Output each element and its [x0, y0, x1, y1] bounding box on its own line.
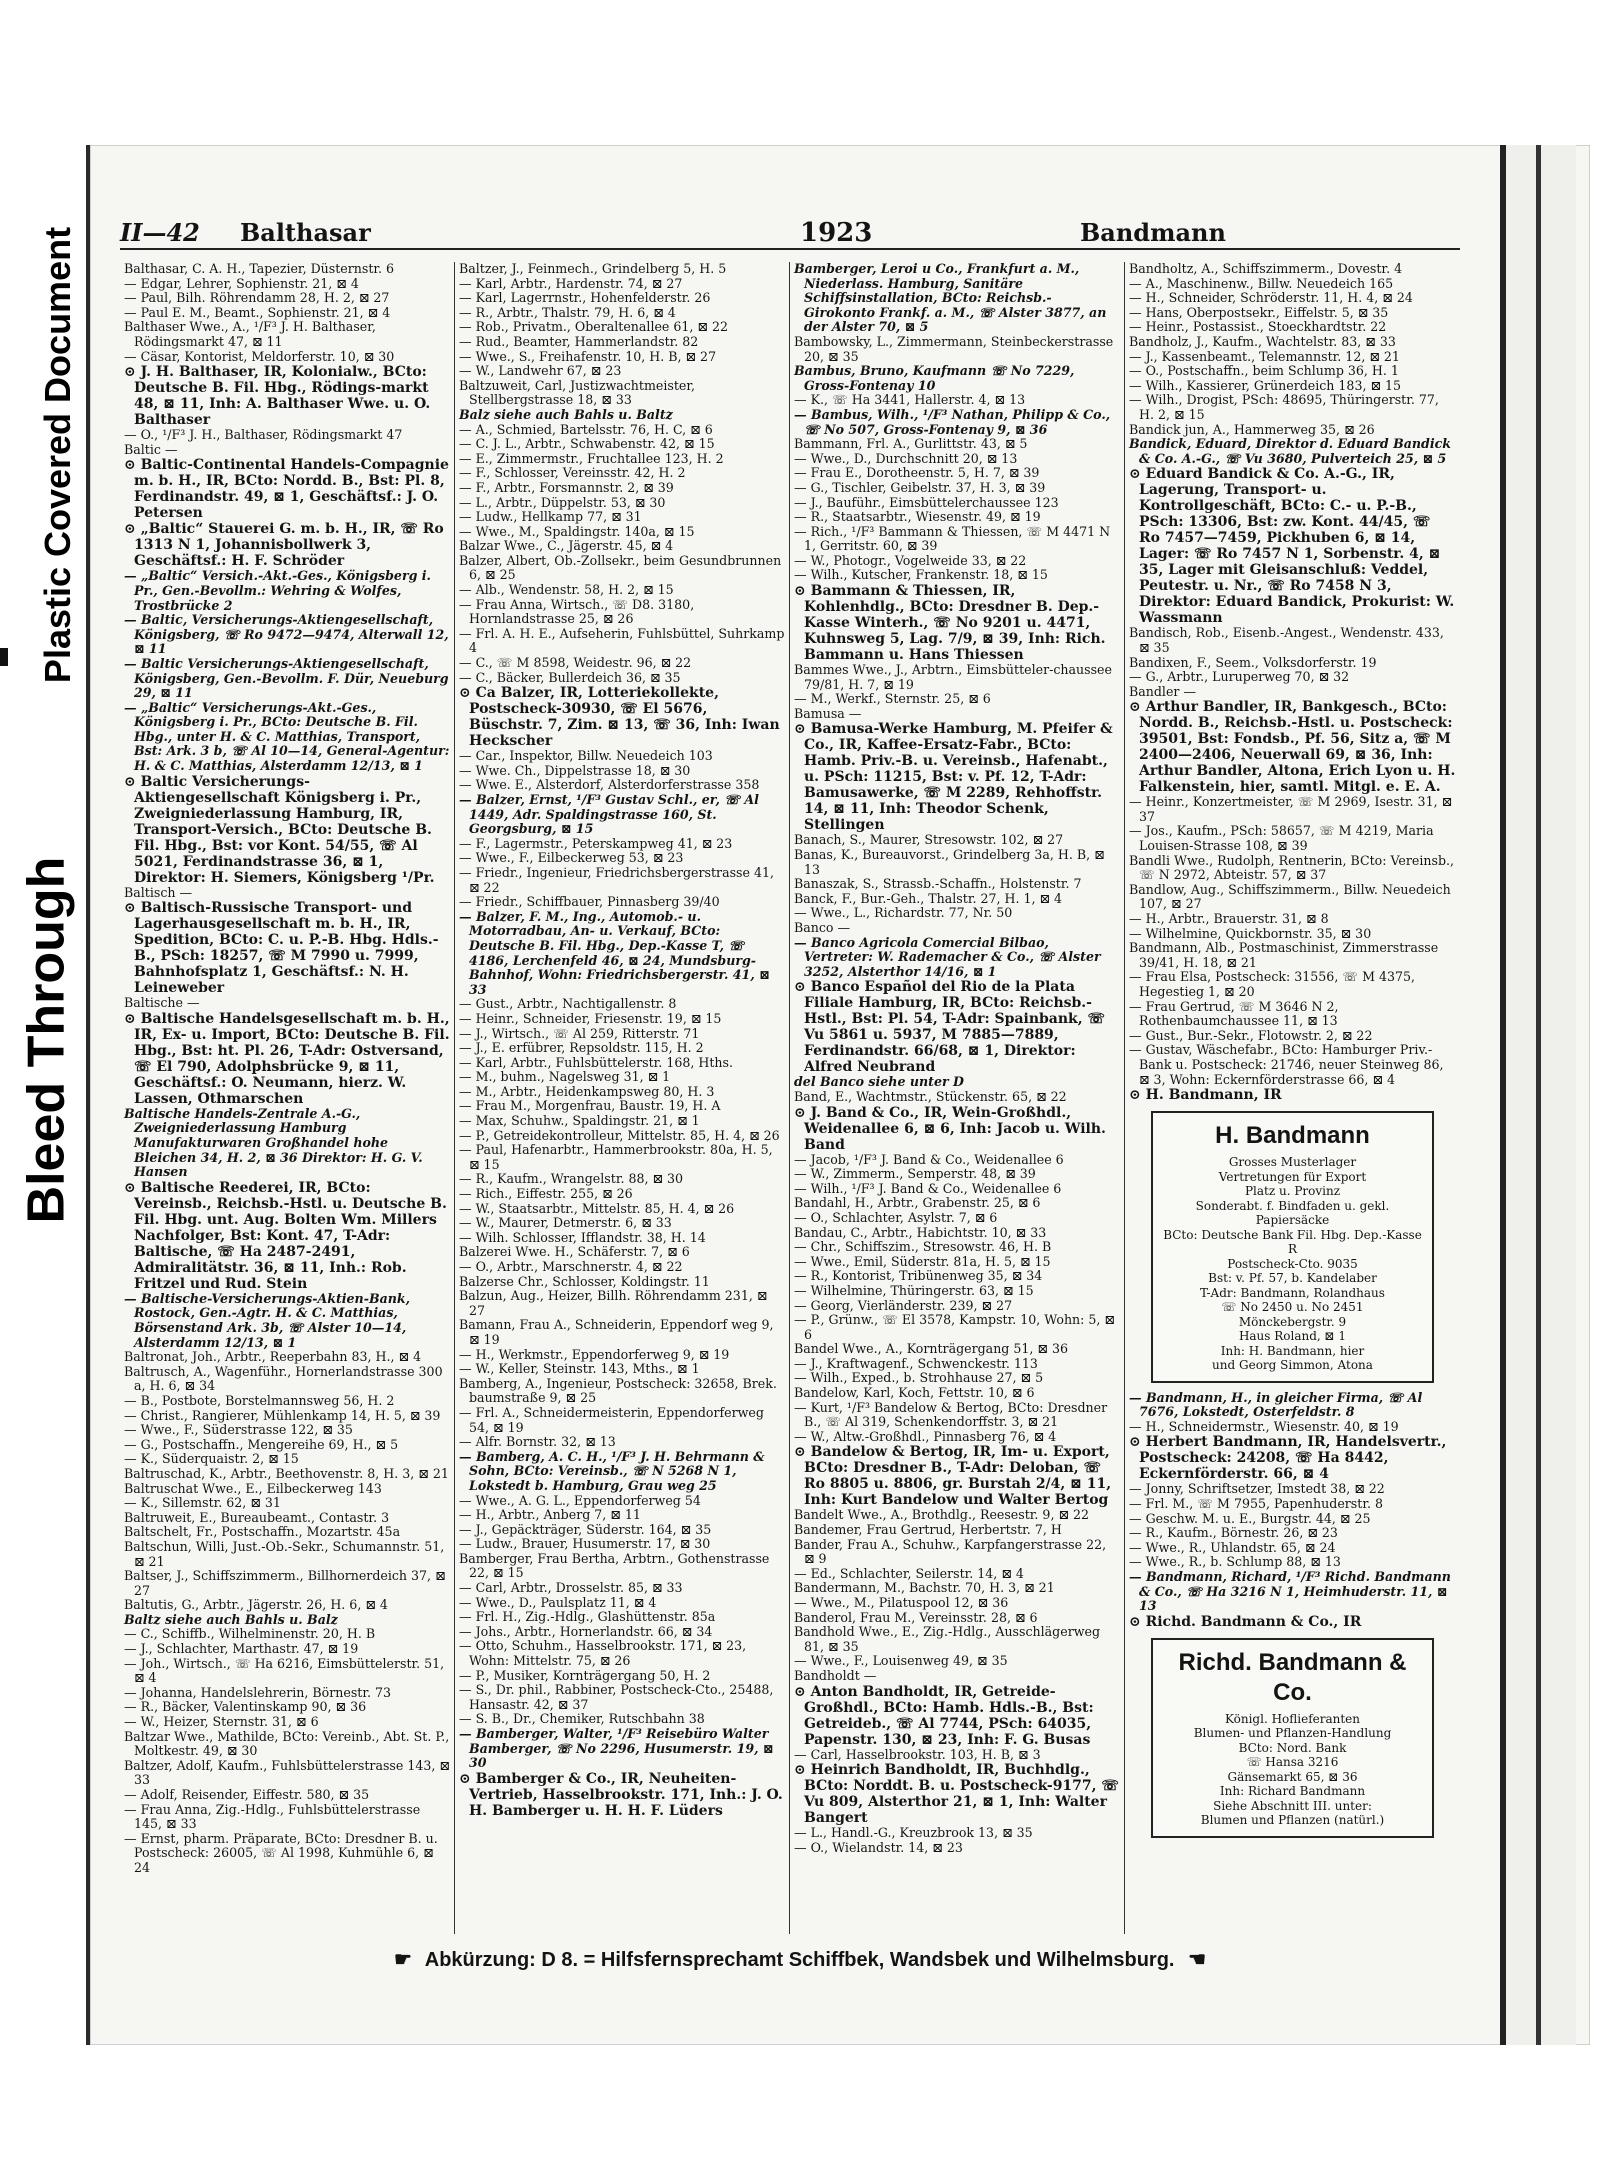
ad-line: Blumen- und Pflanzen-Handlung: [1193, 1726, 1392, 1741]
directory-entry: — Wwe., M., Spaldingstr. 140a, ⊠ 15: [459, 523, 695, 539]
directory-entry: — Frau E., Dorotheenstr. 5, H. 7, ⊠ 39: [794, 465, 1040, 481]
directory-entry: — Baltic, Versicherungs-Aktiengesellschaft, Königsberg, ☏ Ro 9472—9474, Alterwall 12, ⊠ 11: [124, 612, 449, 657]
directory-entry: — Alfr. Bornstr. 32, ⊠ 13: [459, 1434, 616, 1450]
directory-entry: — Wilh., Kutscher, Frankenstr. 18, ⊠ 15: [794, 567, 1048, 583]
directory-entry: — Bamberg, A. C. H., ¹/F³ J. H. Behrmann & Sohn, BCto: Vereinsb., ☏ N 5268 N 1, Lokstedt b. Hamburg, Grau weg 25: [459, 1448, 765, 1493]
directory-entry: — E., Zimmermstr., Fruchtallee 123, H. 2: [459, 450, 724, 466]
directory-entry: ⊙ „Baltic“ Stauerei G. m. b. H., IR, ☏ Ro 1313 N 1, Johannisbollwerk 3, Geschäftsf.: H. F. Schröder: [124, 521, 444, 570]
directory-entry: — W., Landwehr 67, ⊠ 23: [459, 363, 622, 379]
directory-entry: ⊙ J. H. Balthaser, IR, Kolonialw., BCto: Deutsche B. Fil. Hbg., Rödings-markt 48, ⊠ 11, Inh: A. Balthaser Wwe. u. O. Balthaser: [124, 364, 431, 429]
directory-entry: — J., Schlachter, Marthastr. 47, ⊠ 19: [124, 1641, 359, 1657]
directory-entry: ⊙ Banco Español del Rio de la Plata Filiale Hamburg, IR, BCto: Reichsb.-Hstl., Bst: Pl. 54, T-Adr: Spainbank, ☏ Vu 5861 u. 5937, M 7885—7889, Ferdinandstr. 66/68, ⊠ 1, Direktor: Alfred Neubrand: [794, 979, 1106, 1076]
directory-entry: — Carl, Arbtr., Drosselstr. 85, ⊠ 33: [459, 1580, 683, 1596]
directory-entry: ⊙ Bamusa-Werke Hamburg, M. Pfeifer & Co., IR, Kaffee-Ersatz-Fabr., BCto: Hamb. Priv.-B. u. Vereinsb., Hafenabt., u. PSch: 11215, Bst: v. Pf. 12, T-Adr: Bamusawerke, ☏ M 2289, Rehhoffstr. 14, ⊠ 11, Inh: Theodor Schenk, Stellingen: [794, 721, 1113, 834]
spine-mark: [0, 648, 8, 666]
directory-entry: — Gust., Arbtr., Nachtigallenstr. 8: [459, 996, 677, 1012]
directory-entry: — Kurt, ¹/F³ Bandelow & Bertog, BCto: Dresdner B., ☏ Al 319, Schenkendorffstr. 3, ⊠ 21: [794, 1399, 1108, 1430]
header-right-word: Bandmann: [1080, 218, 1226, 247]
directory-entry: — Wwe., F., Louisenweg 49, ⊠ 35: [794, 1653, 1008, 1669]
directory-entry: Baltruweit, E., Bureaubeamt., Contastr. 3: [124, 1509, 390, 1525]
directory-entry: — Heinr., Postassist., Stoeckhardtstr. 22: [1129, 319, 1387, 335]
directory-entry: — Carl, Hasselbrookstr. 103, H. B, ⊠ 3: [794, 1746, 1041, 1762]
pointing-hand-right-icon: ☛: [393, 1949, 412, 1971]
directory-entry: — Johs., Arbtr., Hornerlandstr. 66, ⊠ 34: [459, 1623, 713, 1639]
ad-line: Vertretungen für Export: [1218, 1169, 1367, 1184]
ad-line: ☏ Hansa 3216: [1246, 1755, 1339, 1770]
directory-entry: Bamberg, A., Ingenieur, Postscheck: 32658, Brek. baumstraße 9, ⊠ 25: [459, 1375, 777, 1406]
directory-entry: ⊙ Baltische Handelsgesellschaft m. b. H., IR, Ex- u. Import, BCto: Deutsche B. Fil. Hbg., Bst: ht. Pl. 26, T-Adr: Ostversand, ☏ El 790, Adolphsbrücke 9, ⊠ 11, Geschäftsf.: O. Neumann, hierz. W. Lassen, Othmarschen: [124, 1010, 450, 1107]
directory-entry: — Wwe., Emil, Süderstr. 81a, H. 5, ⊠ 15: [794, 1253, 1051, 1269]
directory-entry: — Car., Inspektor, Billw. Neuedeich 103: [459, 748, 713, 764]
directory-columns: [120, 262, 1460, 1934]
directory-entry: — Wwe., F., Süderstrasse 122, ⊠ 35: [124, 1422, 353, 1438]
directory-entry: — Wilh., Drogist, PSch: 48695, Thüringerstr. 77, H. 2, ⊠ 15: [1129, 392, 1439, 422]
directory-entry: Bandick jun, A., Hammerweg 35, ⊠ 26: [1129, 421, 1375, 437]
directory-entry: — B., Postbote, Borstelmannsweg 56, H. 2: [124, 1392, 395, 1408]
directory-entry: — Paul, Hafenarbtr., Hammerbrookstr. 80a, H. 5, ⊠ 15: [459, 1142, 773, 1172]
column-2: [455, 262, 790, 1934]
directory-entry: Baltrusch, A., Wagenführ., Hornerlandstrasse 300 a, H. 6, ⊠ 34: [124, 1363, 443, 1394]
directory-entry: — M., Werkf., Sternstr. 25, ⊠ 6: [794, 691, 991, 707]
directory-entry: Bandholdt —: [794, 1667, 877, 1683]
ad-title: H. Bandmann: [1215, 1122, 1370, 1150]
directory-entry: Baltz siehe auch Bahls u. Balz: [124, 1611, 338, 1627]
scan-top-margin: [0, 0, 1600, 48]
directory-entry: — J., Wirtsch., ☏ Al 259, Ritterstr. 71: [459, 1025, 700, 1041]
directory-entry: ⊙ Arthur Bandler, IR, Bankgesch., BCto: Nordd. B., Reichsb.-Hstl. u. Postscheck: 39501, Bst: Fondsb., Pf. 56, Sitz a, ☏ M 2400—2406, Neuerwall 69, ⊠ 36, Inh: Arthur Bandler, Altona, Erich Lyon u. H. Falkenstein, hier, samtl. Mitgl. e. E. A.: [1129, 699, 1456, 796]
directory-entry: — Baltic Versicherungs-Aktiengesellschaft, Königsberg, Gen.-Bevollm. F. Dür, Neueburg 29, ⊠ 11: [124, 655, 449, 701]
directory-entry: Banas, K., Bureauvorst., Grindelberg 3a, H. B, ⊠ 13: [794, 847, 1105, 877]
directory-entry: ⊙ Bandelow & Bertog, IR, Im- u. Export, BCto: Dresdner B., T-Adr: Deloban, ☏ Ro 8805 u. 8806, gr. Burstah 2/4, ⊠ 11, Inh: Kurt Bandelow und Walter Bertog: [794, 1444, 1112, 1509]
directory-entry: Bandel Wwe., A., Kornträgergang 51, ⊠ 36: [794, 1341, 1068, 1357]
directory-entry: — Otto, Schuhm., Hasselbrookstr. 171, ⊠ 23, Wohn: Mittelstr. 75, ⊠ 26: [459, 1638, 747, 1669]
directory-entry: Bander, Frau A., Schuhw., Karpfangerstrasse 22, ⊠ 9: [794, 1536, 1107, 1567]
directory-entry: — W., Altw.-Großhdl., Pinnasberg 76, ⊠ 4: [794, 1428, 1057, 1444]
plastic-covered-label: Plastic Covered Document: [37, 226, 79, 684]
directory-entry: ⊙ Richd. Bandmann & Co., IR: [1129, 1613, 1362, 1630]
directory-entry: ⊙ Heinrich Bandholdt, IR, Buchhdlg., BCto: Norddt. B. u. Postscheck-9177, ☏ Vu 809, Alsterthor 21, ⊠ 1, Inh: Walter Bangert: [794, 1762, 1119, 1827]
directory-entry: — Frl. M., ☏ M 7955, Papenhuderstr. 8: [1129, 1496, 1383, 1512]
column-4: [1125, 262, 1460, 1934]
directory-entry: — O., Wielandstr. 14, ⊠ 23: [794, 1839, 963, 1855]
directory-entry: — Christ., Rangierer, Mühlenkamp 14, H. 5, ⊠ 39: [124, 1407, 441, 1423]
directory-entry: — R., Arbtr., Thalstr. 79, H. 6, ⊠ 4: [459, 304, 676, 320]
directory-entry: del Banco siehe unter D: [794, 1074, 964, 1090]
directory-entry: — Karl, Arbtr., Fuhlsbüttelerstr. 168, Hths.: [459, 1054, 733, 1070]
directory-entry: Bandahl, H., Arbtr., Grabenstr. 25, ⊠ 6: [794, 1195, 1041, 1211]
directory-entry: — Karl, Lagerrnstr., Hohenfelderstr. 26: [459, 290, 711, 306]
directory-entry: — C., ☏ M 8598, Weidestr. 96, ⊠ 22: [459, 655, 692, 671]
directory-entry: — Frl. H., Zig.-Hdlg., Glashüttenstr. 85a: [459, 1609, 716, 1625]
directory-entry: — Bamberger, Walter, ¹/F³ Reisebüro Walter Bamberger, ☏ No 2296, Husumerstr. 19, ⊠ 30: [459, 1726, 774, 1771]
directory-entry: Baltruschad, K., Arbtr., Beethovenstr. 8, H. 3, ⊠ 21: [124, 1465, 449, 1481]
directory-entry: — Bambus, Wilh., ¹/F³ Nathan, Philipp & Co., ☏ No 507, Gross-Fontenay 9, ⊠ 36: [794, 406, 1111, 437]
directory-entry: Bamann, Frau A., Schneiderin, Eppendorf weg 9, ⊠ 19: [459, 1317, 774, 1347]
directory-entry: Baltutis, G., Arbtr., Jägerstr. 26, H. 6, ⊠ 4: [124, 1597, 388, 1613]
directory-entry: Baltruschat Wwe., E., Eilbeckerweg 143: [124, 1480, 382, 1496]
advertisement-box: [1151, 1638, 1434, 1838]
ad-line: Inh: Richard Bandmann: [1219, 1784, 1366, 1799]
directory-entry: Baltische —: [124, 995, 200, 1011]
ad-line: ☏ No 2450 u. No 2451: [1221, 1300, 1364, 1315]
directory-entry: Baltschun, Willi, Just.-Ob.-Sekr., Schumannstr. 51, ⊠ 21: [124, 1538, 445, 1569]
directory-entry: — O., Arbtr., Marschnerstr. 4, ⊠ 22: [459, 1259, 683, 1274]
directory-entry: Balzer, Albert, Ob.-Zollsekr., beim Gesundbrunnen 6, ⊠ 25: [459, 552, 782, 583]
directory-entry: — K., Süderquaistr. 2, ⊠ 15: [124, 1451, 299, 1467]
directory-entry: — C. J. L., Arbtr., Schwabenstr. 42, ⊠ 15: [459, 436, 715, 452]
directory-entry: — G., Postschaffn., Mengereihe 69, H., ⊠ 5: [124, 1436, 399, 1452]
directory-entry: — Ernst, pharm. Präparate, BCto: Dresdner B. u. Postscheck: 26005, ☏ Al 1998, Kuhmühle 6, ⊠ 24: [124, 1830, 438, 1875]
directory-entry: — Wilh., Kassierer, Grünerdeich 183, ⊠ 15: [1129, 377, 1402, 393]
ad-line: Sonderabt. f. Bindfaden u. gekl. Papiersäcke: [1195, 1198, 1390, 1228]
directory-entry: Bandelt Wwe., A., Brothdlg., Reesestr. 9, ⊠ 22: [794, 1507, 1090, 1523]
directory-entry: Bamberger, Leroi u Co., Frankfurt a. M., Niederlass. Hamburg, Sanitäre Schiffsinstallation, BCto: Reichsb.-Girokonto Frankf. a. M., ☏ Alster 3877, an der Alster 70, ⊠ 5: [794, 262, 1107, 335]
directory-entry: — Frl. A., Schneidermeisterin, Eppendorferweg 54, ⊠ 19: [459, 1404, 764, 1435]
page-header: [120, 218, 1460, 250]
directory-entry: — Wwe. Ch., Dippelstrasse 18, ⊠ 30: [459, 762, 691, 778]
directory-entry: — R., Kaufm., Börnestr. 26, ⊠ 23: [1129, 1525, 1338, 1541]
directory-entry: — Paul E. M., Beamt., Sophienstr. 21, ⊠ 4: [124, 304, 391, 320]
directory-entry: — P., Grünw., ☏ El 3578, Kampstr. 10, Wohn: 5, ⊠ 6: [794, 1312, 1115, 1342]
directory-entry: — O., Postschaffn., beim Schlump 36, H. 1: [1129, 363, 1399, 379]
directory-entry: Bammes Wwe., J., Arbtrn., Eimsbütteler-chaussee 79/81, H. 7, ⊠ 19: [794, 662, 1112, 692]
ad-line: und Georg Simmon, Atona: [1212, 1358, 1373, 1373]
directory-entry: — Bandmann, H., in gleicher Firma, ☏ Al 7676, Lokstedt, Osterfeldstr. 8: [1129, 1389, 1423, 1420]
directory-entry: — Cäsar, Kontorist, Meldorferstr. 10, ⊠ 30: [124, 348, 395, 364]
directory-entry: Bambus, Bruno, Kaufmann ☏ No 7229, Gross-Fontenay 10: [794, 363, 1075, 393]
directory-entry: — Wwe. E., Alsterdorf, Alsterdorferstrasse 358: [459, 777, 760, 793]
directory-entry: — O., ¹/F³ J. H., Balthaser, Rödingsmarkt 47: [124, 427, 403, 443]
directory-entry: — Karl, Arbtr., Hardenstr. 74, ⊠ 27: [459, 275, 683, 291]
directory-entry: — Balzer, F. M., Ing., Automob.- u. Motorradbau, An- u. Verkauf, BCto: Deutsche B. Fil. Hbg., Dep.-Kasse T, ☏ 4186, Lerchenfeld 46, ⊠ 24, Mundsburg-Bahnhof, Wohn: Friedrichsbergerstr. 41, ⊠ 33: [459, 908, 770, 997]
directory-entry: — Wwe., F., Eilbeckerweg 53, ⊠ 23: [459, 850, 684, 866]
directory-entry: — M., Arbtr., Heidenkampsweg 80, H. 3: [459, 1083, 715, 1099]
directory-entry: — Jos., Kaufm., PSch: 58657, ☏ M 4219, Maria Louisen-Strasse 108, ⊠ 39: [1129, 823, 1434, 854]
directory-entry: — R., Kontorist, Tribünenweg 35, ⊠ 34: [794, 1268, 1043, 1284]
directory-entry: — H., Werkmstr., Eppendorferweg 9, ⊠ 19: [459, 1346, 730, 1362]
directory-entry: — W., Zimmerm., Semperstr. 48, ⊠ 39: [794, 1166, 1036, 1182]
directory-entry: — Rud., Beamter, Hammerlandstr. 82: [459, 333, 699, 349]
directory-entry: — R., Kaufm., Wrangelstr. 88, ⊠ 30: [459, 1171, 684, 1187]
ad-line: Königl. Hoflieferanten: [1224, 1711, 1361, 1726]
directory-entry: — Heinr., Schneider, Friesenstr. 19, ⊠ 15: [459, 1010, 722, 1026]
directory-entry: ⊙ Bamberger & Co., IR, Neuheiten-Vertrieb, Hasselbrookstr. 171, Inh.: J. O. H. Bamberger u. H. H. F. Lüders: [459, 1770, 783, 1819]
column-1: [120, 262, 455, 1934]
directory-entry: — Wwe., D., Paulsplatz 11, ⊠ 4: [459, 1594, 657, 1610]
directory-entry: — Gust., Bur.-Sekr., Flotowstr. 2, ⊠ 22: [1129, 1027, 1373, 1043]
directory-entry: Baltic —: [124, 441, 178, 457]
next-page-edge: [1500, 145, 1576, 2045]
directory-entry: — Georg, Vierländerstr. 239, ⊠ 27: [794, 1297, 1013, 1313]
directory-entry: Bamberger, Frau Bertha, Arbtrn., Gothenstrasse 22, ⊠ 15: [459, 1550, 770, 1581]
directory-entry: ⊙ H. Bandmann, IR: [1129, 1087, 1282, 1104]
directory-entry: Baltzer, Adolf, Kaufm., Fuhlsbüttelerstrasse 143, ⊠ 33: [124, 1757, 450, 1788]
directory-entry: Bandhold Wwe., E., Zig.-Hdlg., Ausschlägerweg 81, ⊠ 35: [794, 1624, 1101, 1654]
directory-entry: Balzun, Aug., Heizer, Billh. Röhrendamm 231, ⊠ 27: [459, 1288, 768, 1318]
ad-line: Blumen und Pflanzen (natürl.): [1200, 1813, 1385, 1828]
directory-entry: — S., Dr. phil., Rabbiner, Postscheck-Cto., 25488, Hansastr. 42, ⊠ 37: [459, 1682, 774, 1712]
directory-entry: — W., Heizer, Sternstr. 31, ⊠ 6: [124, 1714, 319, 1730]
directory-entry: — Frau Elsa, Postscheck: 31556, ☏ M 4375, Hegestieg 1, ⊠ 20: [1129, 969, 1416, 999]
directory-entry: — L., Arbtr., Düppelstr. 53, ⊠ 30: [459, 494, 666, 510]
directory-entry: Baltschelt, Fr., Postschaffn., Mozartstr. 45a: [124, 1524, 401, 1540]
directory-entry: — A., Maschinenw., Billw. Neuedeich 165: [1129, 275, 1394, 291]
directory-entry: — Gustav, Wäschefabr., BCto: Hamburger Priv.-Bank u. Postscheck: 21746, neuer Steinweg 86, ⊠ 3, Wohn: Eckernförderstrasse 66, ⊠ 4: [1129, 1042, 1444, 1087]
directory-entry: Bandlow, Aug., Schiffszimmerm., Billw. Neuedeich 107, ⊠ 27: [1129, 881, 1451, 912]
directory-entry: — P., Getreidekontrolleur, Mittelstr. 85, H. 4, ⊠ 26: [459, 1127, 780, 1143]
directory-entry: — W., Photogr., Vogelweide 33, ⊠ 22: [794, 552, 1027, 568]
directory-entry: — Paul, Bilh. Röhrendamm 28, H. 2, ⊠ 27: [124, 290, 390, 306]
ad-line: Haus Roland, ⊠ 1: [1238, 1329, 1347, 1344]
directory-entry: — S. B., Dr., Chemiker, Rutschbahn 38: [459, 1711, 705, 1727]
ad-title: Richd. Bandmann & Co.: [1178, 1648, 1407, 1706]
directory-entry: Balthaser Wwe., A., ¹/F³ J. H. Balthaser, Rödingsmarkt 47, ⊠ 11: [124, 319, 376, 349]
directory-entry: — Wilh. Schlosser, Ifflandstr. 38, H. 14: [459, 1229, 706, 1245]
directory-entry: — Ed., Schlachter, Seilerstr. 14, ⊠ 4: [794, 1565, 1024, 1581]
directory-entry: Baltronat, Joh., Arbtr., Reeperbahn 83, H., ⊠ 4: [124, 1349, 422, 1365]
directory-entry: Balthasar, C. A. H., Tapezier, Düsternstr. 6: [124, 262, 395, 276]
directory-entry: Bandmann, Alb., Postmaschinist, Zimmerstrasse 39/41, H. 18, ⊠ 21: [1129, 940, 1439, 970]
column-3: [790, 262, 1125, 1934]
directory-entry: — Jonny, Schriftsetzer, Imstedt 38, ⊠ 22: [1129, 1481, 1385, 1497]
directory-entry: — Rich., Eiffestr. 255, ⊠ 26: [459, 1186, 633, 1202]
directory-entry: Balzar Wwe., C., Jägerstr. 45, ⊠ 4: [459, 538, 674, 554]
directory-entry: — Jacob, ¹/F³ J. Band & Co., Weidenallee 6: [794, 1151, 1064, 1167]
directory-entry: Banaszak, S., Strassb.-Schaffn., Holstenstr. 7: [794, 876, 1082, 892]
directory-entry: — Wwe., R., b. Schlump 88, ⊠ 13: [1129, 1554, 1341, 1570]
directory-entry: — Frau Anna, Zig.-Hdlg., Fuhlsbüttelerstrasse 145, ⊠ 33: [124, 1801, 421, 1832]
directory-entry: — Geschw. M. u. E., Burgstr. 44, ⊠ 25: [1129, 1510, 1371, 1526]
directory-entry: ⊙ Bammann & Thiessen, IR, Kohlenhdlg., BCto: Dresdner B. Dep.-Kasse Winterh., ☏ No 9201 u. 4471, Kuhnsweg 5, Lag. 7/9, ⊠ 39, Inh: Rich. Bammann u. Hans Thiessen: [794, 583, 1106, 664]
directory-entry: Baltisch —: [124, 884, 193, 900]
directory-entry: Bandelow, Karl, Koch, Fettstr. 10, ⊠ 6: [794, 1385, 1035, 1401]
directory-entry: — W., Staatsarbtr., Mittelstr. 85, H. 4, ⊠ 26: [459, 1200, 735, 1216]
directory-entry: Baltzuweit, Carl, Justizwachtmeister, Stellbergstrasse 18, ⊠ 33: [459, 377, 696, 408]
directory-entry: — H., Schneidermstr., Wiesenstr. 40, ⊠ 19: [1129, 1418, 1399, 1434]
directory-entry: — H., Schneider, Schröderstr. 11, H. 4, ⊠ 24: [1129, 290, 1413, 306]
directory-entry: Bambowsky, L., Zimmermann, Steinbeckerstrasse 20, ⊠ 35: [794, 333, 1114, 364]
directory-entry: — J., E. erfübrer, Repsoldstr. 115, H. 2: [459, 1040, 704, 1056]
directory-entry: Band, E., Wachtmstr., Stückenstr. 65, ⊠ 22: [794, 1088, 1067, 1104]
ad-line: Mönckebergstr. 9: [1238, 1314, 1347, 1329]
directory-entry: — Baltische-Versicherungs-Aktien-Bank, Rostock, Gen.-Agtr. H. & C. Matthias, Börsenstand Ark. 3b, ☏ Alster 10—14, Alsterdamm 12/13, ⊠ 1: [124, 1290, 411, 1350]
directory-entry: Balz siehe auch Bahls u. Baltz: [459, 406, 673, 422]
directory-entry: — Wilhelmine, Thüringerstr. 63, ⊠ 15: [794, 1282, 1034, 1298]
directory-entry: Bammann, Frl. A., Gurlittstr. 43, ⊠ 5: [794, 436, 1028, 452]
directory-entry: — G., Arbtr., Luruperweg 70, ⊠ 32: [1129, 669, 1350, 685]
directory-entry: — A., Schmied, Bartelsstr. 76, H. C, ⊠ 6: [459, 421, 713, 437]
directory-entry: — Banco Agricola Comercial Bilbao, Vertreter: W. Rademacher & Co., ☏ Alster 3252, Alsterthor 14/16, ⊠ 1: [794, 934, 1101, 979]
directory-entry: — Wwe., L., Richardstr. 77, Nr. 50: [794, 905, 1013, 921]
directory-entry: — W., Maurer, Detmerstr. 6, ⊠ 33: [459, 1215, 672, 1231]
directory-entry: — R., Staatsarbtr., Wiesenstr. 49, ⊠ 19: [794, 509, 1041, 525]
directory-entry: — Wwe., M., Pilatuspool 12, ⊠ 36: [794, 1595, 1009, 1610]
directory-entry: Bamusa —: [794, 705, 862, 721]
directory-entry: — K., ☏ Ha 3441, Hallerstr. 4, ⊠ 13: [794, 392, 1026, 408]
directory-entry: — Wwe., R., Uhlandstr. 65, ⊠ 24: [1129, 1539, 1336, 1555]
directory-entry: — Adolf, Reisender, Eiffestr. 580, ⊠ 35: [124, 1787, 370, 1802]
directory-entry: Bandau, C., Arbtr., Habichtstr. 10, ⊠ 33: [794, 1224, 1047, 1240]
directory-entry: — Frl. A. H. E., Aufseherin, Fuhlsbüttel, Suhrkamp 4: [459, 625, 785, 656]
directory-entry: — C., Schiffb., Wilhelminenstr. 20, H. B: [124, 1626, 376, 1642]
ad-line: Gänsemarkt 65, ⊠ 36: [1227, 1769, 1358, 1784]
directory-entry: — Heinr., Konzertmeister, ☏ M 2969, Isestr. 31, ⊠ 37: [1129, 794, 1453, 824]
directory-entry: Balzerei Wwe. H., Schäferstr. 7, ⊠ 6: [459, 1244, 690, 1260]
directory-entry: — Ludw., Brauer, Husumerstr. 17, ⊠ 30: [459, 1536, 711, 1552]
directory-entry: ⊙ Herbert Bandmann, IR, Handelsvertr., Postscheck: 24208, ☏ Ha 8442, Eckernförderstr. 66, ⊠ 4: [1129, 1434, 1447, 1483]
directory-entry: — Chr., Schiffszim., Stresowstr. 46, H. B: [794, 1239, 1052, 1255]
directory-entry: — Friedr., Schiffbauer, Pinnasberg 39/40: [459, 894, 720, 910]
directory-entry: — W., Keller, Steinstr. 143, Mths., ⊠ 1: [459, 1361, 700, 1377]
directory-entry: Bandholtz, A., Schiffszimmerm., Dovestr. 4: [1129, 262, 1403, 276]
directory-entry: — Wwe., D., Durchschnitt 20, ⊠ 13: [794, 450, 1018, 466]
directory-entry: — Friedr., Ingenieur, Friedrichsbergerstrasse 41, ⊠ 22: [459, 864, 774, 895]
directory-entry: — J., Kassenbeamt., Telemannstr. 12, ⊠ 21: [1129, 348, 1400, 364]
ad-line: Grosses Musterlager: [1228, 1155, 1357, 1170]
page-number: II—42: [120, 218, 200, 247]
directory-entry: — J., Bauführ., Eimsbüttelerchaussee 123: [794, 494, 1059, 510]
directory-entry: — „Baltic“ Versich.-Akt.-Ges., Königsberg i. Pr., Gen.-Bevollm.: Wehring & Wolfes, Trostbrücke 2: [124, 568, 431, 613]
directory-entry: — P., Musiker, Kornträgergang 50, H. 2: [459, 1667, 711, 1683]
directory-entry: — Joh., Wirtsch., ☏ Ha 6216, Eimsbüttelerstr. 51, ⊠ 4: [124, 1655, 445, 1686]
ad-line: Bst: v. Pf. 57, b. Kandelaber: [1208, 1271, 1377, 1286]
directory-entry: — Ludw., Hellkamp 77, ⊠ 31: [459, 509, 642, 525]
directory-entry: — Max, Schuhw., Spaldingstr. 21, ⊠ 1: [459, 1113, 700, 1129]
directory-entry: ⊙ Eduard Bandick & Co. A.-G., IR, Lagerung, Transport- u. Kontrollgeschäft, BCto: C.- u. P.-B., PSch: 13306, Bst: zw. Kont. 44/45, ☏ Ro 7457—7459, Pickhuben 6, ⊠ 14, Lager: ☏ Ro 7457 N 1, Sorbenstr. 4, ⊠ 35, Lager mit Gleisanschluß: Veddel, Peutestr. u. Nr., ☏ Ro 7458 N 3, Direktor: Eduard Bandick, Prokurist: W. Wassmann: [1129, 466, 1455, 627]
header-left-word: Balthasar: [240, 218, 371, 247]
directory-entry: — Johanna, Handelslehrerin, Börnestr. 73: [124, 1684, 392, 1700]
directory-entry: ⊙ Ca Balzer, IR, Lotteriekollekte, Postscheck-30930, ☏ El 5676, Büschstr. 7, Zim. ⊠ 13, ☏ 36, Inh: Iwan Heckscher: [459, 685, 780, 750]
ad-line: BCto: Nord. Bank: [1238, 1740, 1347, 1755]
ad-line: T-Adr: Bandmann, Rolandhaus: [1200, 1285, 1385, 1300]
directory-entry: ⊙ Baltisch-Russische Transport- und Lagerhausgesellschaft m. b. H., IR, Spedition, BCto: C. u. P.-B. Hbg. Hdls.-B., PSch: 18257, ☏ M 7990 u. 7999, Bahnhofsplatz 1, Geschäftsf.: N. H. Leineweber: [124, 900, 439, 997]
directory-entry: ⊙ Baltic-Continental Handels-Compagnie m. b. H., IR, BCto: Nordd. B., Bst: Pl. 8, Ferdinandstr. 49, ⊠ 1, Geschäftsf.: J. O. Petersen: [124, 457, 449, 522]
footer-text: Abkürzung: D 8. = Hilfsfernsprechamt Schiffbek, Wandsbek und Wilhelmsburg.: [424, 1949, 1175, 1971]
directory-entry: Bandli Wwe., Rudolph, Rentnerin, BCto: Vereinsb., ☏ N 2972, Abteistr. 57, ⊠ 37: [1129, 852, 1455, 883]
directory-entry: ⊙ Baltic Versicherungs-Aktiengesellschaft Königsberg i. Pr., Zweigniederlassung Hamburg, IR, Transport-Versich., BCto: Deutsche B. Fil. Hbg., Bst: vor Kont. 54/55, ☏ Al 5021, Ferdinandstrasse 36, ⊠ 1, Direktor: H. Siemers, Königsberg ¹/Pr.: [124, 773, 435, 886]
directory-entry: — J., Kraftwagenf., Schwenckestr. 113: [794, 1355, 1038, 1371]
directory-entry: — C., Bäcker, Bullerdeich 36, ⊠ 35: [459, 669, 681, 685]
directory-entry: Baltzar Wwe., Mathilde, BCto: Vereinb., Abt. St. P., Moltkestr. 49, ⊠ 30: [124, 1728, 450, 1759]
directory-entry: Banach, S., Maurer, Stresowstr. 102, ⊠ 27: [794, 832, 1064, 848]
directory-entry: — Frau M., Morgenfrau, Baustr. 19, H. A: [459, 1098, 721, 1114]
directory-entry: — R., Bäcker, Valentinskamp 90, ⊠ 36: [124, 1699, 367, 1715]
directory-entry: Bandholz, J., Kaufm., Wachtelstr. 83, ⊠ 33: [1129, 333, 1396, 349]
directory-entry: Bandermann, M., Bachstr. 70, H. 3, ⊠ 21: [794, 1580, 1055, 1596]
directory-entry: Bandemer, Frau Gertrud, Herbertstr. 7, H: [794, 1522, 1062, 1538]
directory-entry: — J., Gepäckträger, Süderstr. 164, ⊠ 35: [459, 1521, 712, 1537]
directory-entry: — F., Schlosser, Vereinsstr. 42, H. 2: [459, 465, 686, 481]
pointing-hand-left-icon: ☚: [1188, 1949, 1206, 1971]
header-year: 1923: [800, 218, 873, 248]
directory-entry: — Wwe., S., Freihafenstr. 10, H. B, ⊠ 27: [459, 348, 717, 364]
directory-entry: Banderol, Frau M., Vereinsstr. 28, ⊠ 6: [794, 1609, 1038, 1625]
directory-entry: — Alb., Wendenstr. 58, H. 2, ⊠ 15: [459, 582, 674, 598]
directory-entry: — K., Sillemstr. 62, ⊠ 31: [124, 1495, 281, 1511]
directory-entry: — L., Handl.-G., Kreuzbrook 13, ⊠ 35: [794, 1825, 1033, 1841]
directory-entry: Bandler —: [1129, 683, 1197, 699]
directory-entry: — Frau Anna, Wirtsch., ☏ D8. 3180, Hornlandstrasse 25, ⊠ 26: [459, 596, 695, 627]
directory-entry: — F., Lagermstr., Peterskampweg 41, ⊠ 23: [459, 835, 733, 851]
directory-entry: Banco —: [794, 920, 851, 935]
directory-entry: — Wilh., Exped., b. Strohhause 27, ⊠ 5: [794, 1370, 1044, 1386]
ad-line: Inh: H. Bandmann, hier: [1220, 1343, 1365, 1358]
directory-entry: ⊙ J. Band & Co., IR, Wein-Großhdl., Weidenallee 6, ⊠ 6, Inh: Jacob u. Wilh. Band: [794, 1104, 1106, 1153]
directory-entry: — Frau Gertrud, ☏ M 3646 N 2, Rothenbaumchaussee 11, ⊠ 13: [1129, 998, 1339, 1029]
directory-entry: — H., Arbtr., Anberg 7, ⊠ 11: [459, 1507, 641, 1523]
directory-entry: — F., Arbtr., Forsmannstr. 2, ⊠ 39: [459, 479, 674, 495]
directory-entry: Balzerse Chr., Schlosser, Koldingstr. 11: [459, 1273, 710, 1289]
directory-entry: — Bandmann, Richard, ¹/F³ Richd. Bandmann & Co., ☏ Ha 3216 N 1, Heimhuderstr. 11, ⊠ 13: [1129, 1569, 1451, 1614]
directory-entry: ⊙ Baltische Reederei, IR, BCto: Vereinsb., Reichsb.-Hstl. u. Deutsche B. Fil. Hbg. unt. Aug. Bolten Wm. Millers Nachfolger, Bst: Kont. 47, T-Adr: Baltische, ☏ Ha 2487-2491, Admiralitätstr. 36, ⊠ 11, Inh.: Rob. Fritzel und Rud. Stein: [124, 1179, 447, 1292]
directory-entry: ⊙ Anton Bandholdt, IR, Getreide-Großhdl., BCto: Hamb. Hdls.-B., Bst: Getreideb., ☏ Al 7744, PSch: 64035, Papenstr. 130, ⊠ 23, Inh: F. G. Busas: [794, 1683, 1094, 1748]
directory-entry: — H., Arbtr., Brauerstr. 31, ⊠ 8: [1129, 911, 1329, 927]
directory-entry: — Rich., ¹/F³ Bammann & Thiessen, ☏ M 4471 N 1, Gerritstr. 60, ⊠ 39: [794, 523, 1111, 554]
directory-entry: — Hans, Oberpostsekr., Eiffelstr. 5, ⊠ 35: [1129, 304, 1389, 320]
abbreviation-footer: [300, 1947, 1300, 1977]
ad-line: BCto: Deutsche Bank Fil. Hbg. Dep.-Kasse R: [1163, 1227, 1422, 1257]
directory-entry: Bandick, Eduard, Direktor d. Eduard Bandick & Co. A.-G., ☏ Vu 3680, Pulverteich 25, ⊠ 5: [1129, 436, 1452, 466]
directory-entry: — Rob., Privatm., Oberaltenallee 61, ⊠ 22: [459, 319, 728, 335]
directory-entry: — „Baltic“ Versicherungs-Akt.-Ges., Königsberg i. Pr., BCto: Deutsche B. Fil. Hbg., unter H. & C. Matthias, Transport, Bst: Ark. 3 b, ☏ Al 10—14, General-Agentur: H. & C. Matthias, Alsterdamm 12/13, ⊠ 1: [124, 699, 450, 774]
advertisement-box: [1151, 1111, 1434, 1383]
directory-entry: — Wilh., ¹/F³ J. Band & Co., Weidenallee 6: [794, 1180, 1062, 1196]
bleed-through-label: Bleed Through: [17, 856, 75, 1224]
directory-entry: — O., Schlachter, Asylstr. 7, ⊠ 6: [794, 1209, 998, 1225]
ad-line: Siehe Abschnitt III. unter:: [1213, 1798, 1372, 1813]
directory-entry: Bandisch, Rob., Eisenb.-Angest., Wendenstr. 433, ⊠ 35: [1129, 625, 1444, 655]
directory-entry: Baltische Handels-Zentrale A.-G., Zweigniederlassung Hamburg Manufakturwaren Großhandel hohe Bleichen 34, H. 2, ⊠ 36 Direktor: H. G. V. Hansen: [124, 1105, 423, 1180]
ad-line: Platz u. Provinz: [1244, 1184, 1341, 1199]
directory-entry: — Edgar, Lehrer, Sophienstr. 21, ⊠ 4: [124, 275, 359, 291]
directory-entry: — Balzer, Ernst, ¹/F³ Gustav Schl., er, ☏ Al 1449, Adr. Spaldingstrasse 160, St. Georgsburg, ⊠ 15: [459, 792, 759, 837]
directory-entry: — Wilhelmine, Quickbornstr. 35, ⊠ 30: [1129, 925, 1372, 941]
ad-line: Postscheck-Cto. 9035: [1227, 1256, 1358, 1271]
directory-entry: — G., Tischler, Geibelstr. 37, H. 3, ⊠ 39: [794, 479, 1046, 495]
directory-entry: — M., buhm., Nagelsweg 31, ⊠ 1: [459, 1069, 671, 1085]
directory-entry: — Wwe., A. G. L., Eppendorferweg 54: [459, 1492, 701, 1508]
directory-entry: Banck, F., Bur.-Geh., Thalstr. 27, H. 1, ⊠ 4: [794, 890, 1063, 906]
directory-entry: Bandixen, F., Seem., Volksdorferstr. 19: [1129, 654, 1377, 670]
directory-entry: Baltser, J., Schiffszimmerm., Billhornerdeich 37, ⊠ 27: [124, 1568, 446, 1598]
directory-entry: Baltzer, J., Feinmech., Grindelberg 5, H. 5: [459, 262, 727, 276]
